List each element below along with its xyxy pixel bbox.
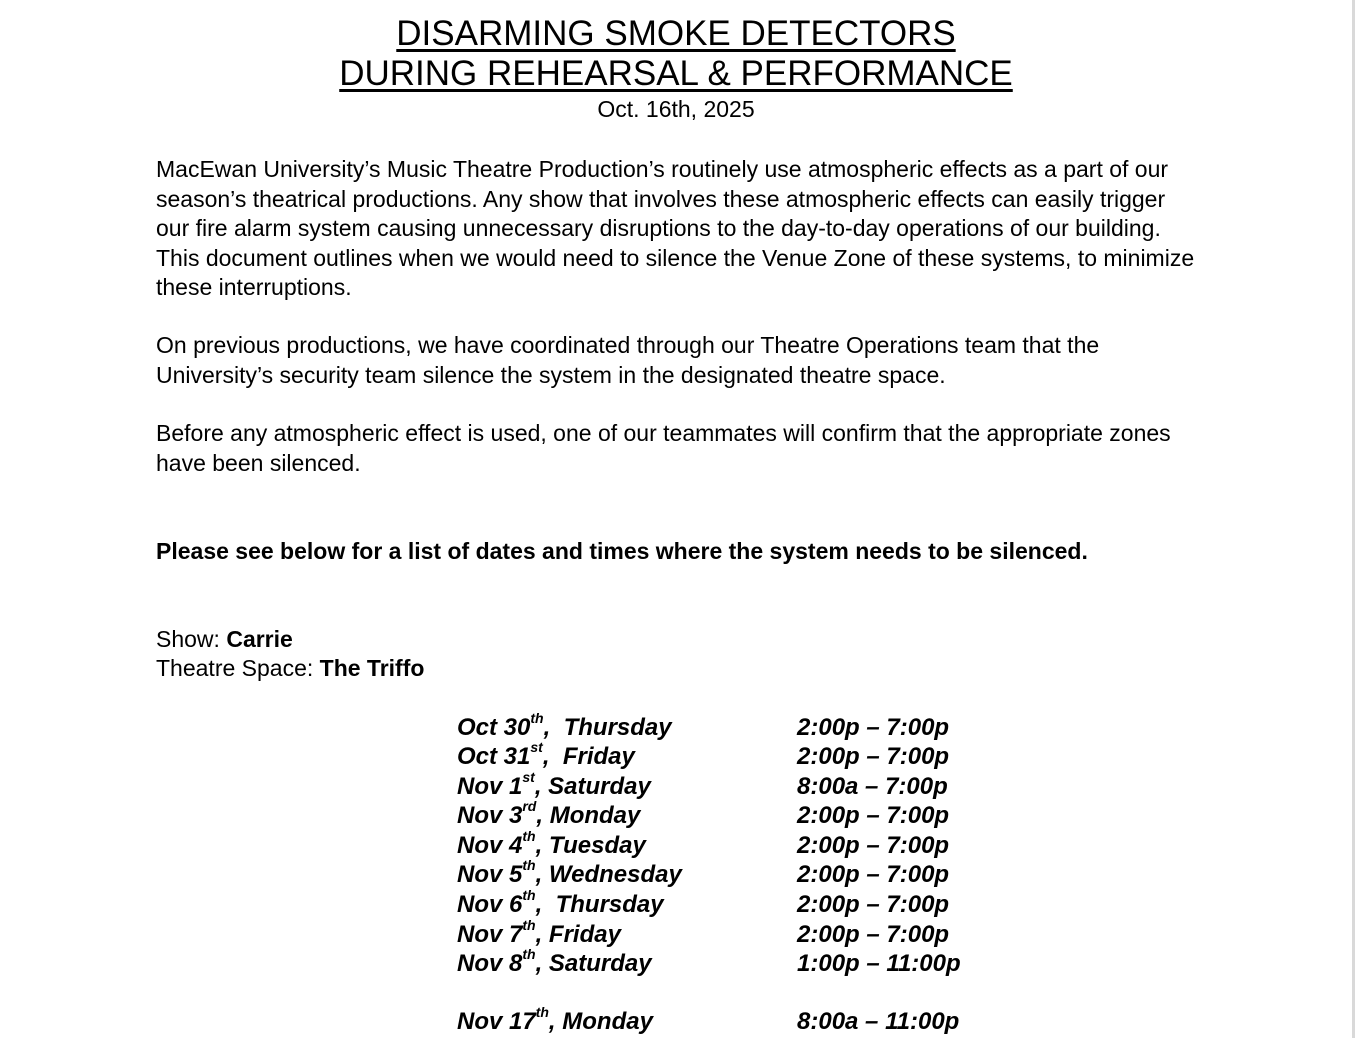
schedule-date-ordinal: th <box>522 857 536 873</box>
schedule-date-day: Nov 7 <box>457 921 523 948</box>
schedule-date-ordinal: th <box>522 887 536 903</box>
schedule-row <box>457 857 1017 890</box>
show-label: Show: <box>156 626 227 652</box>
schedule-date-day: Oct 31 <box>457 743 531 770</box>
schedule-time: 8:00a – 11:00p <box>797 1008 960 1035</box>
schedule-time: 2:00p – 7:00p <box>797 714 950 741</box>
schedule-date <box>457 917 621 950</box>
schedule-row <box>457 769 1017 802</box>
schedule-date-ordinal: th <box>522 828 536 844</box>
show-value: Carrie <box>226 626 293 652</box>
schedule-row <box>457 1004 1017 1037</box>
theatre-space-value: The Triffo <box>319 655 425 681</box>
schedule-date-ordinal: th <box>522 946 536 962</box>
schedule-date-day: Oct 30 <box>457 714 531 741</box>
schedule-date-weekday: , Friday <box>535 921 621 948</box>
schedule-date-day: Nov 5 <box>457 861 523 888</box>
schedule-row <box>457 917 1017 950</box>
schedule-date-ordinal: th <box>530 710 544 726</box>
schedule-time: 1:00p – 11:00p <box>797 950 961 977</box>
schedule-date-day: Nov 6 <box>457 891 523 918</box>
schedule-date-day: Nov 17 <box>457 1008 536 1035</box>
schedule-time: 2:00p – 7:00p <box>797 743 950 770</box>
schedule-date-ordinal: th <box>522 917 536 933</box>
schedule-date-ordinal: st <box>530 739 543 755</box>
schedule-date-weekday: , Friday <box>542 743 635 770</box>
document-date: Oct. 16th, 2025 <box>597 96 755 122</box>
schedule-date <box>457 828 646 861</box>
schedule-date <box>457 710 672 743</box>
schedule-row <box>457 798 1017 831</box>
schedule-row <box>457 887 1017 920</box>
schedule-date-ordinal: th <box>535 1004 549 1020</box>
schedule-time: 2:00p – 7:00p <box>797 861 950 888</box>
coordination-paragraph: On previous productions, we have coordinated through our Theatre Operations team that the University’s security team silence the system in the designated theatre space. <box>156 332 1100 388</box>
schedule-date-weekday: , Saturday <box>535 950 652 977</box>
schedule-date-day: Nov 8 <box>457 950 523 977</box>
schedule-row <box>457 739 1017 772</box>
schedule-date-weekday: , Thursday <box>543 714 672 741</box>
schedule-date-ordinal: rd <box>522 798 537 814</box>
schedule-time: 2:00p – 7:00p <box>797 891 950 918</box>
document-title-line-1: DISARMING SMOKE DETECTORS <box>396 14 956 53</box>
schedule-date-weekday: , Monday <box>548 1008 653 1035</box>
schedule-date-weekday: , Saturday <box>534 773 651 800</box>
theatre-space-label: Theatre Space: <box>156 655 320 681</box>
intro-paragraph: MacEwan University’s Music Theatre Production’s routinely use atmospheric effects as a part of our season’s theatrical productions. Any show that involves these atmospheric effects can easily trigger our fire alarm system causing unnecessary disruptions to the day-to-day operations of our building. This document outlines when we would need to silence the Venue Zone of these systems, to minimize these interruptions. <box>156 156 1195 300</box>
schedule-time: 8:00a – 7:00p <box>797 773 948 800</box>
schedule-time: 2:00p – 7:00p <box>797 802 950 829</box>
schedule-date <box>457 739 635 772</box>
schedule-time: 2:00p – 7:00p <box>797 921 950 948</box>
confirmation-paragraph: Before any atmospheric effect is used, one of our teammates will confirm that the appropriate zones have been silenced. <box>156 420 1171 476</box>
schedule-row <box>457 946 1017 979</box>
schedule-date-day: Nov 4 <box>457 832 523 859</box>
schedule-date-ordinal: st <box>522 769 535 785</box>
schedule-date <box>457 1004 653 1037</box>
schedule-date-weekday: , Wednesday <box>535 861 682 888</box>
schedule-date <box>457 798 641 831</box>
schedule-date <box>457 946 652 979</box>
schedule-notice: Please see below for a list of dates and times where the system needs to be silenced. <box>156 538 1088 564</box>
schedule-date-weekday: , Monday <box>536 802 641 829</box>
schedule-date-weekday: , Thursday <box>535 891 664 918</box>
schedule-date <box>457 857 682 890</box>
schedule-row <box>457 828 1017 861</box>
schedule-date-day: Nov 1 <box>457 773 523 800</box>
document-title-line-2: DURING REHEARSAL & PERFORMANCE <box>339 54 1013 93</box>
schedule-date-weekday: , Tuesday <box>535 832 646 859</box>
schedule-date <box>457 769 651 802</box>
schedule-date-day: Nov 3 <box>457 802 523 829</box>
schedule-time: 2:00p – 7:00p <box>797 832 950 859</box>
schedule-date <box>457 887 664 920</box>
